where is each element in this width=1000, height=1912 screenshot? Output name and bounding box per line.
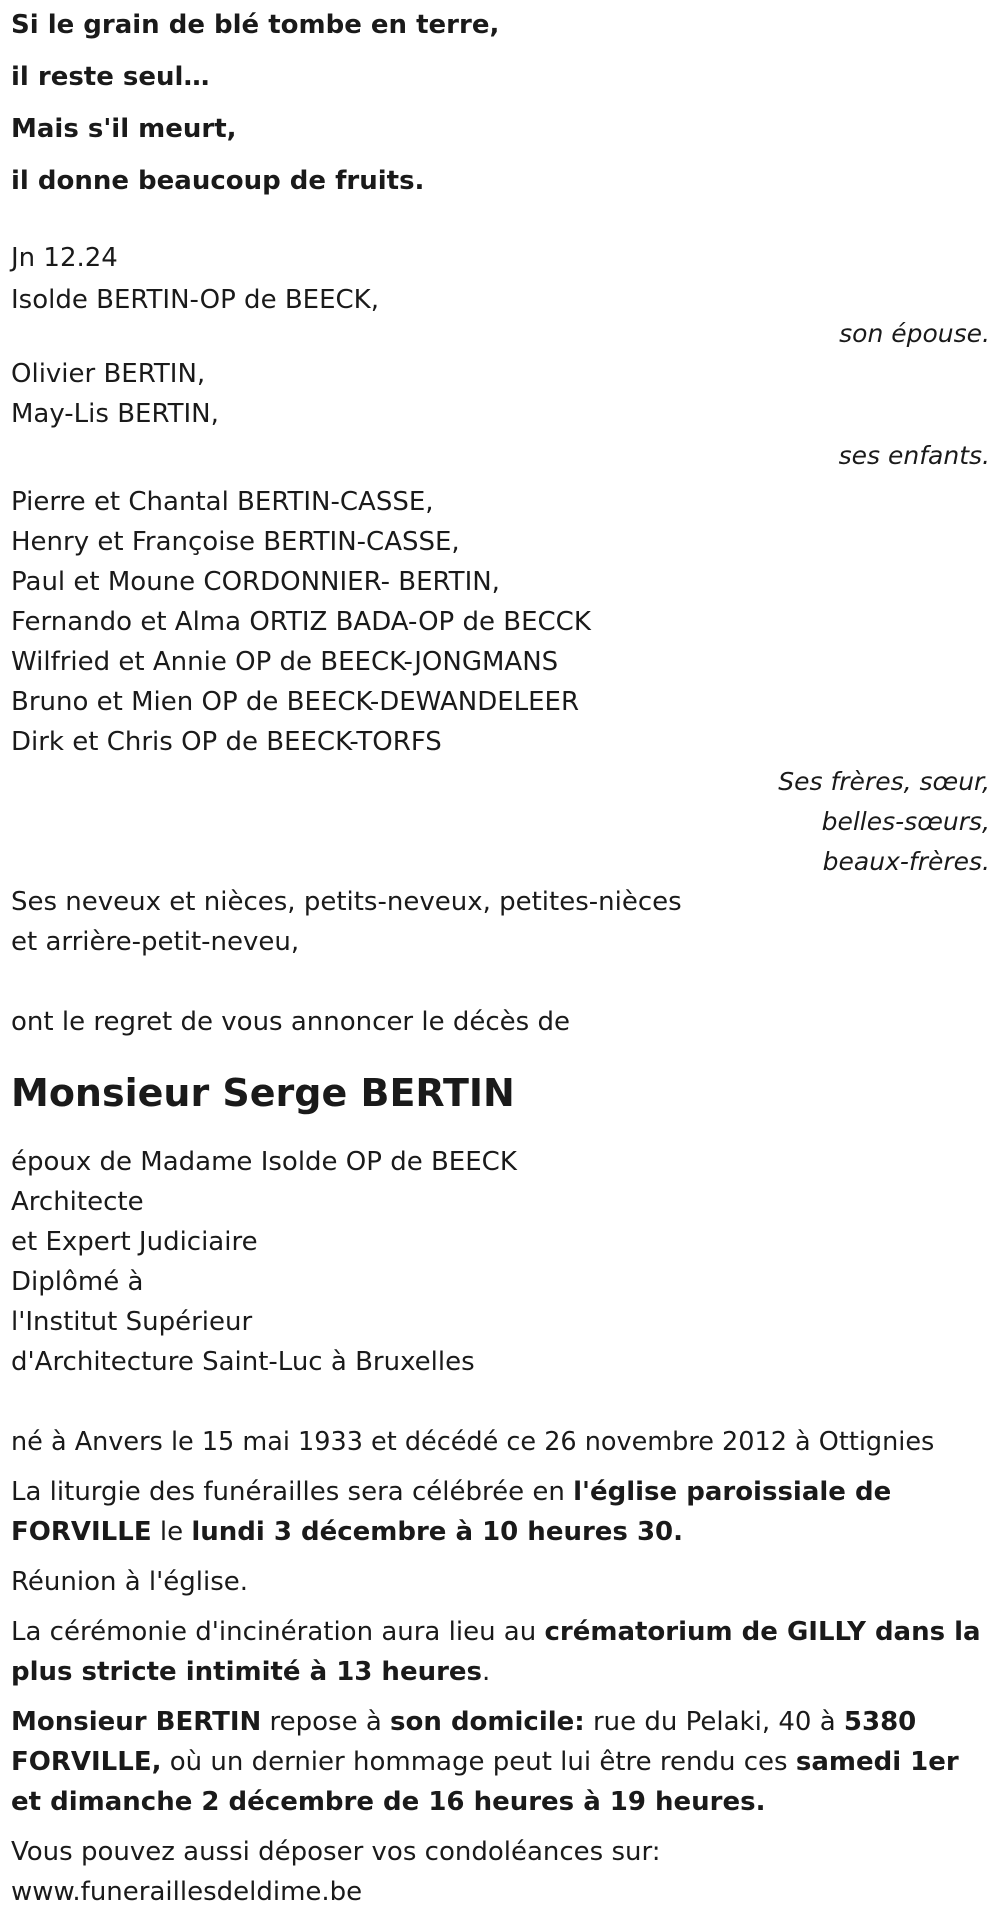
child-name: Olivier BERTIN, [11,359,206,389]
spouse-role: son épouse. [839,319,990,348]
siblings-role-line: Ses frères, sœur, [778,767,990,796]
liturgy-text: La liturgie des funérailles sera célébrée en [11,1477,574,1507]
sibling-name: Fernando et Alma ORTIZ BADA-OP de BECCK [11,607,591,637]
title-line: époux de Madame Isolde OP de BEECK [11,1147,517,1177]
title-line: d'Architecture Saint-Luc à Bruxelles [11,1347,475,1377]
children-role: ses enfants. [838,441,990,470]
verse-line: il reste seul… [11,62,210,92]
liturgy-text: le [151,1517,192,1547]
sibling-name: Bruno et Mien OP de BEECK-DEWANDELEER [11,687,580,717]
announcement: ont le regret de vous annoncer le décès de [11,1007,570,1037]
siblings-block [11,482,1000,762]
sibling-name: Pierre et Chantal BERTIN-CASSE, [11,487,434,517]
sibling-name: Dirk et Chris OP de BEECK-TORFS [11,727,442,757]
rest-text: rue du Pelaki, 40 à [584,1707,844,1737]
sibling-name: Paul et Moune CORDONNIER- BERTIN, [11,567,500,597]
titles-block [11,1142,1000,1382]
nephews-line: et arrière-petit-neveu, [11,927,300,957]
title-line: l'Institut Supérieur [11,1307,253,1337]
spouse-name: Isolde BERTIN-OP de BEECK, [11,285,379,315]
condolences-text: Vous pouvez aussi déposer vos condoléances sur: [11,1837,661,1867]
liturgy-church: l'église paroissiale de FORVILLE [11,1477,892,1547]
rest-paragraph [11,1702,996,1822]
cremation-place: crématorium de GILLY dans la plus stricte intimité à 13 heures [11,1617,981,1687]
verse-reference: Jn 12.24 [11,243,118,273]
birth-death: né à Anvers le 15 mai 1933 et décédé ce 26 novembre 2012 à Ottignies [11,1427,935,1457]
title-line: et Expert Judiciaire [11,1227,258,1257]
siblings-role-line: beaux-frères. [822,847,990,876]
title-line: Architecte [11,1187,144,1217]
title-line: Diplômé à [11,1267,144,1297]
rest-town: 5380 FORVILLE, [11,1707,917,1777]
cremation-text: . [482,1657,491,1687]
cremation-paragraph [11,1612,996,1692]
sibling-name: Wilfried et Annie OP de BEECK-JONGMANS [11,647,559,677]
condolences-block [11,1832,1000,1912]
child-name: May-Lis BERTIN, [11,399,219,429]
verse-line: Si le grain de blé tombe en terre, [11,10,500,40]
deceased-name: Monsieur Serge BERTIN [11,1071,515,1115]
verse-line: il donne beaucoup de fruits. [11,166,425,196]
nephews-block [11,882,1000,962]
verse-line: Mais s'il meurt, [11,114,237,144]
rest-text: où un dernier hommage peut lui être rendu ces [161,1747,796,1777]
rest-domicile: son domicile: [390,1707,585,1737]
bible-verse [11,0,1000,206]
meeting-note: Réunion à l'église. [11,1567,249,1597]
siblings-role-line: belles-sœurs, [821,807,990,836]
liturgy-date: lundi 3 décembre à 10 heures 30. [191,1517,684,1547]
nephews-line: Ses neveux et nièces, petits-neveux, petites-nièces [11,887,682,917]
condolences-link[interactable]: www.funeraillesdeldime.be [11,1877,363,1907]
rest-dates: samedi 1er et dimanche 2 décembre de 16 heures à 19 heures. [11,1747,959,1817]
rest-text: repose à [261,1707,391,1737]
siblings-role [11,762,1000,882]
rest-name: Monsieur BERTIN [11,1707,262,1737]
children-block [11,354,1000,434]
liturgy-paragraph [11,1472,996,1552]
cremation-text: La cérémonie d'incinération aura lieu au [11,1617,545,1647]
sibling-name: Henry et Françoise BERTIN-CASSE, [11,527,460,557]
